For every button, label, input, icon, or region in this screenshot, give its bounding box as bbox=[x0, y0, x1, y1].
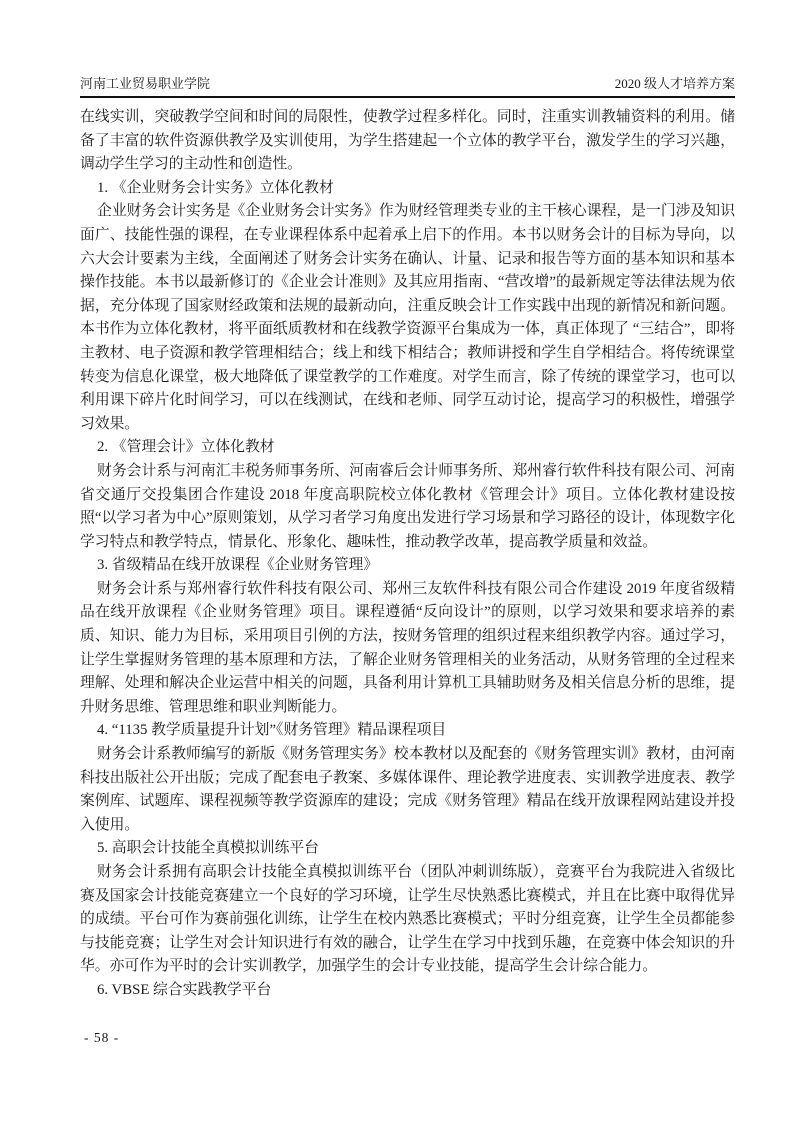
section-heading-1: 1. 《企业财务会计实务》立体化教材 bbox=[97, 179, 334, 196]
page-header bbox=[80, 76, 735, 98]
document-body bbox=[80, 106, 735, 1003]
section-heading-4: 4. “1135 教学质量提升计划”《财务管理》精品课程项目 bbox=[97, 722, 447, 739]
section-heading-3: 3. 省级精品在线开放课程《企业财务管理》 bbox=[97, 557, 379, 574]
section-paragraph-2: 财务会计系与河南汇丰税务师事务所、河南睿后会计师事务所、郑州睿行软件科技有限公司、河南省交通厅交投集团合作建设 2018 年度高职院校立体化教材《管理会计》项目。立体化教材建设按照“以学习者为中心”原则策划，从学习者学习角度出发进行学习场景和学习路径的设计，体现数字化学习特点和教学特点，情景化、形象化、趣味性，推动教学改革，提高教学质量和效益。 bbox=[80, 462, 735, 550]
section-heading-2: 2. 《管理会计》立体化教材 bbox=[97, 439, 275, 456]
paragraph-continued: 在线实训，突破教学空间和时间的局限性，使教学过程多样化。同时，注重实训教辅资料的利用。储备了丰富的软件资源供教学及实训使用，为学生搭建起一个立体的教学平台，激发学生的学习兴趣，调动学生学习的主动性和创造性。 bbox=[80, 109, 735, 173]
header-doc-title: 2020 级人才培养方案 bbox=[614, 76, 735, 91]
section-heading-6: 6. VBSE 综合实践教学平台 bbox=[97, 981, 272, 998]
section-paragraph-5: 财务会计系拥有高职会计技能全真模拟训练平台（团队冲刺训练版），竞赛平台为我院进入省级比赛及国家会计技能竞赛建立一个良好的学习环境，让学生尽快熟悉比赛模式，并且在比赛中取得优异的成绩。平台可作为赛前强化训练，让学生在校内熟悉比赛模式；平时分组竞赛，让学生全员都能参与技能竞赛；让学生对会计知识进行有效的融合，让学生在学习中找到乐趣，在竞赛中体会知识的升华。亦可作为平时的会计实训教学，加强学生的会计专业技能，提高学生会计综合能力。 bbox=[80, 864, 735, 975]
header-school-name: 河南工业贸易职业学院 bbox=[80, 76, 211, 91]
section-paragraph-3: 财务会计系与郑州睿行软件科技有限公司、郑州三友软件科技有限公司合作建设 2019 年度省级精品在线开放课程《企业财务管理》项目。课程遵循“反向设计”的原则，以学习效果和要求培养的素质、知识、能力为目标，采用项目引例的方法，按财务管理的组织过程来组织教学内容。通过学习，让学生掌握财务管理的基本原理和方法，了解企业财务管理相关的业务活动，从财务管理的全过程来理解、处理和解决企业运营中相关的问题，具备利用计算机工具辅助财务及相关信息分析的思维，提升财务思维、管理思维和职业判断能力。 bbox=[80, 580, 735, 715]
page-number: - 58 - bbox=[84, 1030, 120, 1045]
section-paragraph-1: 企业财务会计实务是《企业财务会计实务》作为财经管理类专业的主干核心课程，是一门涉及知识面广、技能性强的课程，在专业课程体系中起着承上启下的作用。本书以财务会计的目标为导向，以六大会计要素为主线，全面阐述了财务会计实务在确认、计量、记录和报告等方面的基本知识和基本操作技能。本书以最新修订的《企业会计准则》及其应用指南、“营改增”的最新规定等法律法规为依据，充分体现了国家财经政策和法规的最新动向，注重反映会计工作实践中出现的新情况和新问题。本书作为立体化教材，将平面纸质教材和在线教学资源平台集成为一体，真正体现了 “三结合”，即将主教材、电子资源和教学管理相结合；线上和线下相结合；教师讲授和学生自学相结合。将传统课堂转变为信息化课堂，极大地降低了课堂教学的工作难度。对学生而言，除了传统的课堂学习，也可以利用课下碎片化时间学习，可以在线测试，在线和老师、同学互动讨论，提高学习的积极性，增强学习效果。 bbox=[80, 203, 735, 432]
section-heading-5: 5. 高职会计技能全真模拟训练平台 bbox=[97, 840, 319, 857]
section-paragraph-4: 财务会计系教师编写的新版《财务管理实务》校本教材以及配套的《财务管理实训》教材，由河南科技出版社公开出版；完成了配套电子教案、多媒体课件、理论教学进度表、实训教学进度表、教学案例库、试题库、课程视频等教学资源库的建设；完成《财务管理》精品在线开放课程网站建设并投入使用。 bbox=[80, 746, 735, 833]
page-footer bbox=[84, 1030, 119, 1046]
